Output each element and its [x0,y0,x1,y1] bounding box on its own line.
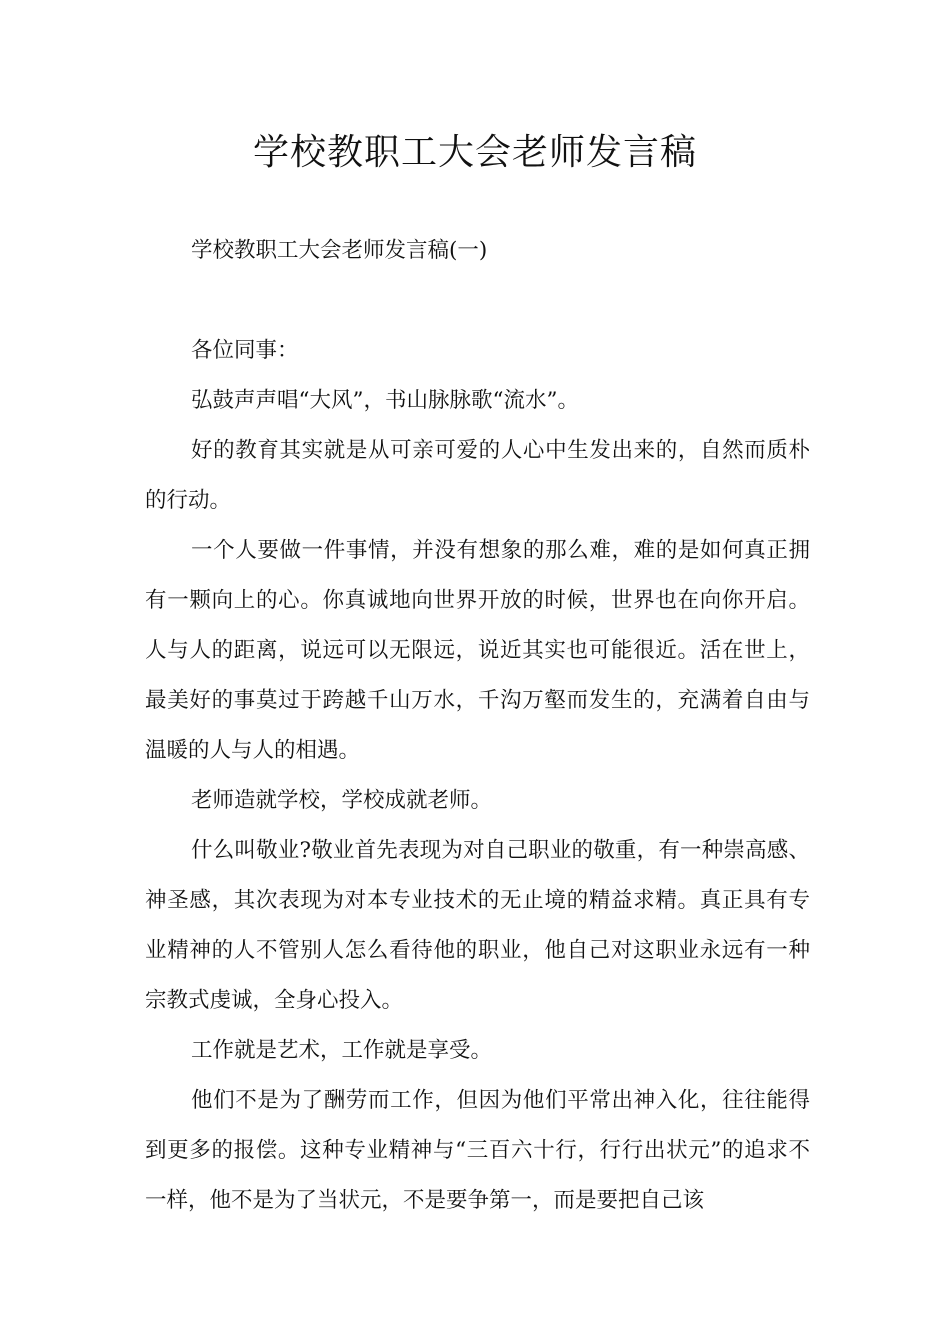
document-title: 学校教职工大会老师发言稿 [252,132,697,173]
paragraph: 弘鼓声声唱“大风”，书山脉脉歌“流水”。 [191,388,579,413]
paragraph: 什么叫敬业?敬业首先表现为对自己职业的敬重，有一种崇高感、神圣感，其次表现为对本专业技术的无止境的精益求精。真正具有专业精神的人不管别人怎么看待他的职业，他自己对这职业永远有一种宗教式虔诚，全身心投入。 [145,838,810,1013]
document-body [145,226,810,1226]
document-subtitle: 学校教职工大会老师发言稿(一) [191,238,488,263]
paragraph-greeting: 各位同事： [191,338,299,363]
paragraph: 他们不是为了酬劳而工作，但因为他们平常出神入化，往往能得到更多的报偿。这种专业精神与“三百六十行，行行出状元”的追求不一样，他不是为了当状元，不是要争第一，而是要把自己该 [145,1088,810,1213]
paragraph: 一个人要做一件事情，并没有想象的那么难，难的是如何真正拥有一颗向上的心。你真诚地向世界开放的时候，世界也在向你开启。人与人的距离，说远可以无限远，说近其实也可能很近。活在世上，最美好的事莫过于跨越千山万水，千沟万壑而发生的，充满着自由与温暖的人与人的相遇。 [145,538,810,763]
paragraph: 好的教育其实就是从可亲可爱的人心中生发出来的，自然而质朴的行动。 [145,438,810,513]
paragraph: 工作就是艺术，工作就是享受。 [191,1038,493,1063]
paragraph: 老师造就学校，学校成就老师。 [191,788,493,813]
